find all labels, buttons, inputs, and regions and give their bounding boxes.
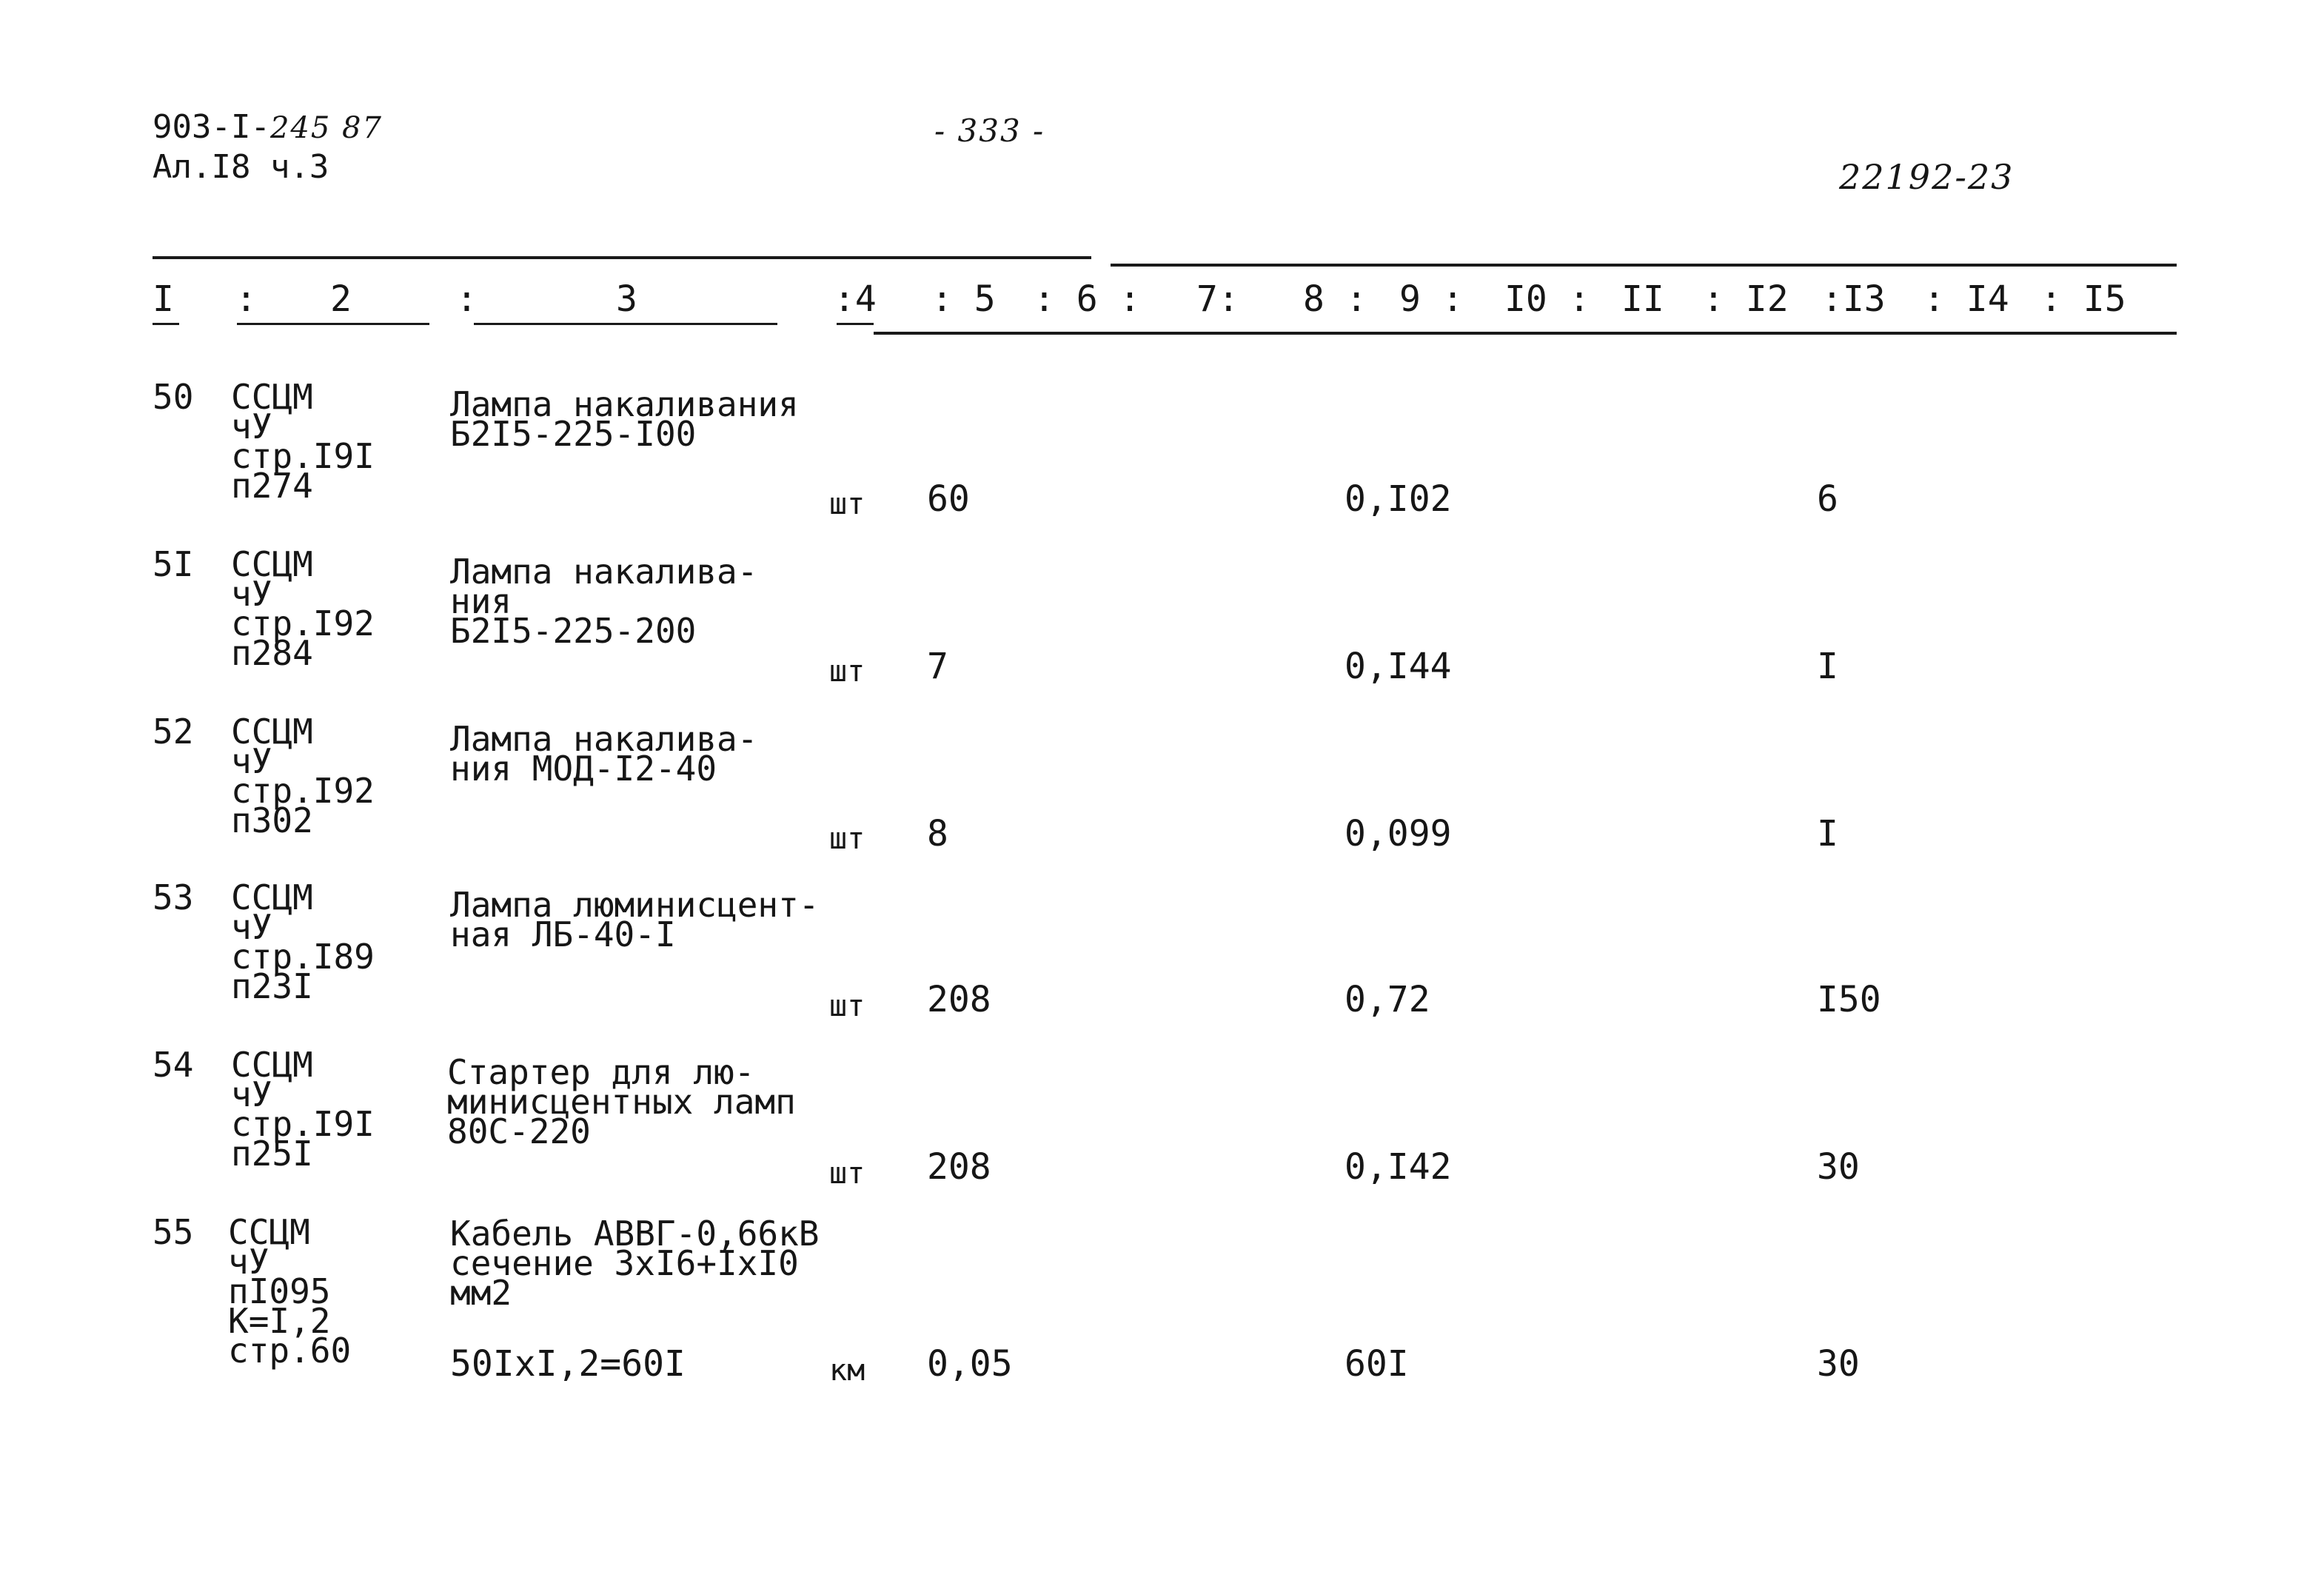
row-price: 0,I44 (1344, 646, 1452, 687)
row-source (231, 544, 375, 673)
column-header: 3 (616, 278, 637, 320)
name-line: Б2I5-225-I00 (450, 414, 697, 454)
name-line: ная ЛБ-40-I (450, 914, 676, 954)
row-price: 0,I02 (1344, 478, 1452, 520)
sheet-label: Ал.I8 ч.3 (153, 148, 329, 186)
header-underline (153, 323, 179, 325)
column-header: : I2 (1703, 278, 1789, 320)
row-calculation: 50IхI,2=60I (450, 1343, 686, 1385)
name-line: Кабель АВВГ-0,66кВ (450, 1214, 820, 1254)
row-price: 0,72 (1344, 979, 1430, 1020)
column-header: :I3 (1821, 278, 1886, 320)
name-line: ния МОД-I2-40 (450, 749, 717, 789)
row-total: 30 (1817, 1343, 1860, 1385)
name-line: сечение 3хI6+IхI0 (450, 1243, 799, 1283)
header-bottom-rule (874, 332, 2177, 335)
document-number: 22192-23 (1839, 157, 2015, 197)
row-name (450, 1214, 820, 1313)
header-underline (474, 323, 777, 325)
page-number: - 333 - (934, 113, 1045, 149)
row-name (450, 552, 758, 651)
row-name (450, 384, 799, 454)
name-line: 80С-220 (447, 1111, 591, 1151)
source-line: п302 (231, 800, 313, 840)
row-unit: шт (829, 822, 865, 856)
column-header: 7: (1196, 278, 1239, 320)
source-line: чУ (228, 1242, 269, 1282)
source-line: ССЦМ (231, 377, 313, 417)
header-underline (837, 323, 874, 325)
source-line: чУ (231, 407, 272, 446)
top-rule-left (153, 256, 1091, 259)
name-line: Б2I5-225-200 (450, 611, 697, 651)
source-line: чУ (231, 741, 272, 781)
row-number: 53 (153, 877, 194, 917)
row-total: 6 (1817, 478, 1838, 520)
row-number: 50 (153, 377, 194, 417)
document-code (153, 108, 383, 146)
source-line: ССЦМ (228, 1212, 310, 1252)
row-quantity: 8 (927, 813, 948, 854)
source-line: чУ (231, 907, 272, 947)
source-line: ССЦМ (231, 544, 313, 584)
row-name (450, 719, 758, 789)
name-line: минисцентных ламп (447, 1082, 796, 1122)
document-code-handwritten: 245 87 (269, 111, 383, 145)
row-number: 52 (153, 712, 194, 752)
source-line: ССЦМ (231, 1045, 313, 1085)
name-line: ния (450, 581, 512, 621)
row-price: 0,I42 (1344, 1146, 1452, 1188)
source-line: К=I,2 (228, 1301, 331, 1341)
row-quantity: 208 (927, 1146, 991, 1188)
source-line: чУ (231, 574, 272, 614)
column-header: 8 : (1303, 278, 1367, 320)
row-unit: шт (829, 655, 865, 689)
column-header: : (456, 278, 478, 320)
row-source (231, 1045, 375, 1174)
name-line: Лампа люминисцент- (450, 885, 820, 925)
column-header: I0 : (1504, 278, 1590, 320)
column-header: :4 (834, 278, 877, 320)
header-underline (237, 323, 429, 325)
column-header: I (153, 278, 174, 320)
row-price: 0,099 (1344, 813, 1452, 854)
name-line: мм2 (450, 1273, 512, 1313)
name-line: Лампа накалива- (450, 552, 758, 592)
source-line: п274 (231, 466, 313, 506)
row-source (231, 712, 375, 840)
row-quantity: 0,05 (927, 1343, 1013, 1385)
column-header: II (1621, 278, 1664, 320)
source-line: п23I (231, 966, 313, 1006)
row-number: 55 (153, 1212, 194, 1252)
column-header: : 6 : (1034, 278, 1141, 320)
source-line: стр.I9I (231, 1104, 375, 1144)
source-line: стр.I92 (231, 771, 375, 811)
source-line: чУ (231, 1074, 272, 1114)
row-name (450, 885, 820, 954)
row-total: 30 (1817, 1146, 1860, 1188)
row-name (447, 1052, 796, 1151)
row-price: 60I (1344, 1343, 1409, 1385)
row-unit: шт (829, 989, 865, 1023)
source-line: стр.I9I (231, 436, 375, 476)
source-line: ССЦМ (231, 712, 313, 752)
source-line: ССЦМ (231, 877, 313, 917)
column-header: : 5 (931, 278, 996, 320)
document-code-prefix: 903-I- (153, 108, 270, 146)
row-quantity: 208 (927, 979, 991, 1020)
top-rule-right (1111, 264, 2177, 267)
row-unit: шт (829, 487, 865, 521)
source-line: п25I (231, 1134, 313, 1174)
column-header: : (235, 278, 257, 320)
row-total: I (1817, 646, 1838, 687)
row-source (231, 377, 375, 506)
row-total: I (1817, 813, 1838, 854)
name-line: Лампа накалива- (450, 719, 758, 759)
source-line: п284 (231, 633, 313, 673)
source-line: стр.I92 (231, 603, 375, 643)
row-number: 5I (153, 544, 194, 584)
row-unit: шт (829, 1157, 865, 1191)
column-header: : I4 (1923, 278, 2009, 320)
row-unit: км (829, 1354, 865, 1388)
row-source (231, 877, 375, 1006)
column-header: 2 (330, 278, 352, 320)
column-header: : I5 (2040, 278, 2126, 320)
source-line: пI095 (228, 1271, 331, 1311)
row-number: 54 (153, 1045, 194, 1085)
name-line: Лампа накаливания (450, 384, 799, 424)
source-line: стр.60 (228, 1331, 352, 1371)
row-quantity: 60 (927, 478, 970, 520)
column-header: 9 : (1399, 278, 1464, 320)
row-total: I50 (1817, 979, 1881, 1020)
row-source (228, 1212, 352, 1371)
row-quantity: 7 (927, 646, 948, 687)
name-line: Стартер для лю- (447, 1052, 755, 1092)
source-line: стр.I89 (231, 937, 375, 977)
